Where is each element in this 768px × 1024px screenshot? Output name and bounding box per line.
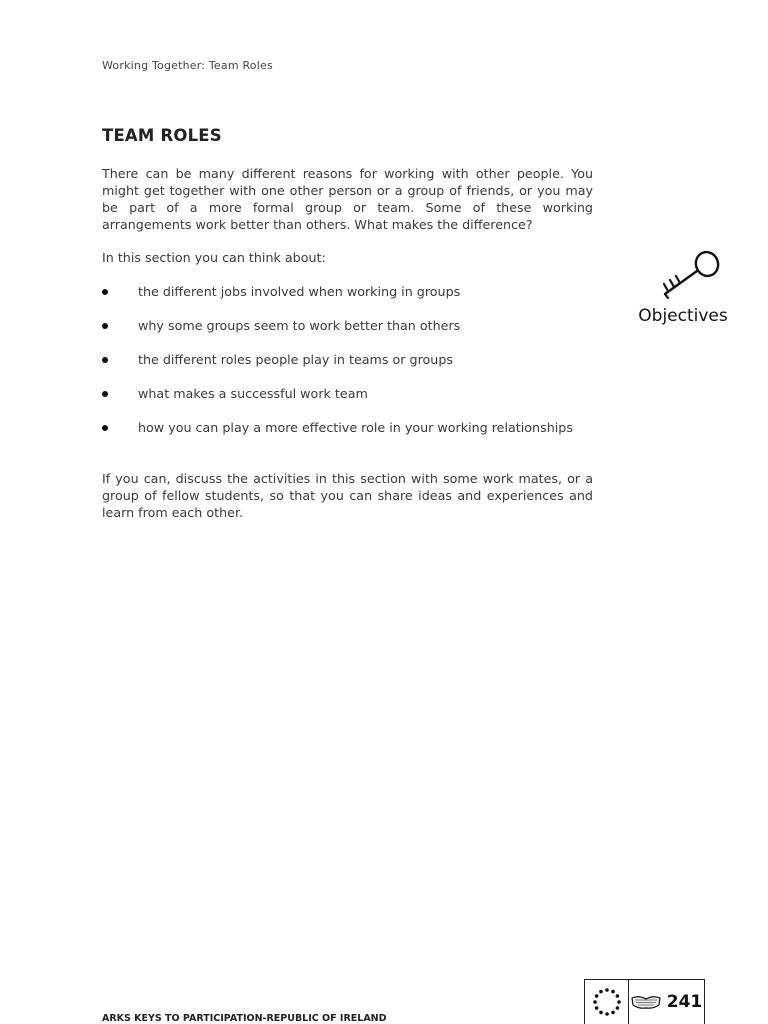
list-item	[102, 385, 593, 402]
objectives-label: Objectives	[638, 306, 728, 326]
list-item-text: how you can play a more effective role in your working relationships	[138, 420, 573, 435]
bullet-icon	[102, 289, 108, 295]
footer-publication: ARKS KEYS TO PARTICIPATION-REPUBLIC OF IRELAND	[102, 1013, 387, 1024]
book-icon	[631, 994, 661, 1010]
key-icon	[643, 246, 723, 302]
list-item-text: what makes a successful work team	[138, 386, 368, 401]
list-item	[102, 419, 593, 436]
section-title: TEAM ROLES	[102, 126, 222, 145]
eu-stars-icon	[591, 986, 623, 1018]
list-item-text: the different roles people play in teams or groups	[138, 352, 454, 367]
list-item	[102, 283, 593, 300]
list-item-text: why some groups seem to work better than others	[138, 318, 461, 333]
bullet-icon	[102, 323, 108, 329]
page-number-cell	[629, 980, 704, 1024]
list-item-text: the different jobs involved when working in groups	[138, 284, 461, 299]
eu-cell	[585, 980, 629, 1024]
running-header: Working Together: Team Roles	[102, 59, 273, 72]
outro-paragraph: If you can, discuss the activities in this section with some work mates, or a group of fellow students, so that you can share ideas and experiences and learn from each other.	[102, 471, 593, 520]
objectives-panel	[628, 246, 738, 326]
page-number: 241	[666, 992, 703, 1012]
bullet-icon	[102, 357, 108, 363]
list-item	[102, 317, 593, 334]
lead-paragraph: In this section you can think about:	[102, 250, 326, 265]
objectives-list	[102, 283, 593, 436]
intro-paragraph: There can be many different reasons for working with other people. You might get together with one other person or a group of friends, or you may be part of a more formal group or team. Some of these working arrangements work better than others. What makes the difference?	[102, 166, 593, 232]
page-number-box	[584, 979, 705, 1024]
list-item	[102, 351, 593, 368]
bullet-icon	[102, 425, 108, 431]
section-content	[102, 165, 593, 521]
bullet-icon	[102, 391, 108, 397]
